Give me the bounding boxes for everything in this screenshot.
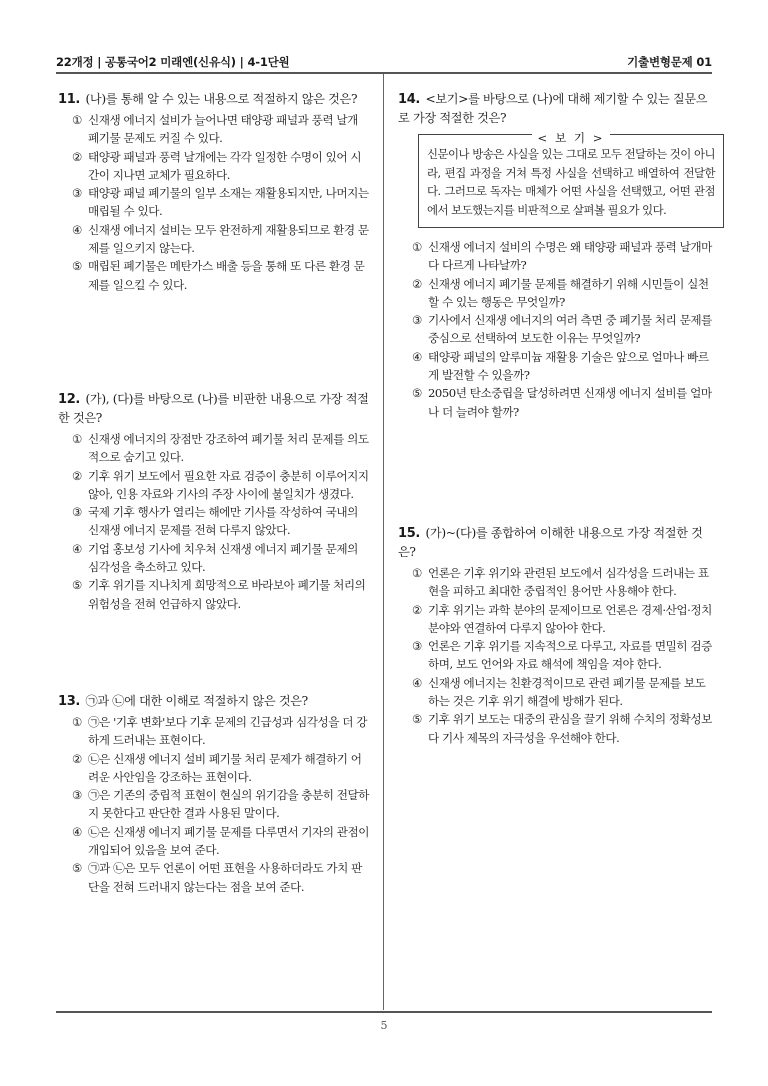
question-stem [58,390,370,428]
choice-5[interactable]: ⑤ 기후 위기 보도는 대중의 관심을 끌기 위해 수치의 정확성보다 기사 제목의 자극성을 우선해야 한다. [412,712,712,745]
choice-1[interactable]: ① 언론은 기후 위기와 관련된 보도에서 심각성을 드러내는 표현을 피하고 최대한 중립적인 용어만 사용해야 한다. [412,566,709,599]
question-12 [58,390,370,613]
choice-5[interactable]: ⑤ 2050년 탄소중립을 달성하려면 신재생 에너지 설비를 얼마나 더 늘려야 할까? [412,386,712,419]
page-number: 5 [380,1019,388,1032]
question-text: (가), (다)를 바탕으로 (나)를 비판한 내용으로 가장 적절한 것은? [58,392,369,425]
choice-2[interactable]: ② ㉡은 신재생 에너지 설비 폐기물 처리 문제가 해결하기 어려운 사안임을 강조하는 표현이다. [72,751,362,784]
choice-4[interactable]: ④ 신재생 에너지는 친환경적이므로 관련 폐기물 문제를 보도하는 것은 기후 위기 해결에 방해가 된다. [412,675,706,709]
question-number: 11. [58,92,80,107]
choice-list [58,713,370,896]
column-divider [383,74,384,1010]
question-text: (나)를 통해 알 수 있는 내용으로 적절하지 않은 것은? [85,92,358,106]
choice-1[interactable]: ① 신재생 에너지 설비가 늘어나면 태양광 패널과 풍력 날개 폐기물 문제도 커질 수 있다. [72,113,358,146]
question-11 [58,90,370,294]
question-stem [58,692,370,711]
question-number: 12. [58,392,80,407]
header-unit-info: 22개정 | 공통국어2 미래엔(신유식) | 4-1단원 [56,55,290,69]
choice-1[interactable]: ① 신재생 에너지의 장점만 강조하여 폐기물 처리 문제를 의도적으로 숨기고 있다. [72,432,369,465]
bogi-box [418,131,724,228]
choice-2[interactable]: ② 기후 위기는 과학 분야의 문제이므로 언론은 경제·산업·정치 분야와 연결하여 다루지 않아야 한다. [412,602,712,635]
choice-list [58,430,370,613]
question-number: 14. [398,92,420,107]
question-stem [58,90,370,109]
footer-rule [56,1011,712,1013]
choice-3[interactable]: ③ 태양광 패널 폐기물의 일부 소재는 재활용되지만, 나머지는 매립될 수 있다. [72,186,369,219]
choice-5[interactable]: ⑤ ㉠과 ㉡은 모두 언론이 어떤 표현을 사용하더라도 가치 판단을 전혀 드러내지 않는다는 점을 보여 준다. [72,861,362,894]
choice-3[interactable]: ③ 국제 기후 행사가 열리는 해에만 기사를 작성하여 국내의 신재생 에너지 문제를 전혀 다루지 않았다. [72,505,358,538]
choice-1[interactable]: ① 신재생 에너지 설비의 수명은 왜 태양광 패널과 풍력 날개마다 다르게 나타날까? [412,240,712,273]
choice-2[interactable]: ② 기후 위기 보도에서 필요한 자료 검증이 충분히 이루어지지 않아, 인용 자료와 기사의 주장 사이에 불일치가 생겼다. [72,468,369,501]
choice-4[interactable]: ④ ㉡은 신재생 에너지 폐기물 문제를 다루면서 기자의 관점이 개입되어 있음을 보여 준다. [72,824,370,858]
header-rule [56,72,712,74]
question-15 [398,524,712,747]
bogi-text: 신문이나 방송은 사실을 있는 그대로 모두 전달하는 것이 아니라, 편집 과정을 거쳐 특정 사실을 선택하고 배열하여 전달한다. 그러므로 독자는 매체가 어떤 사실을 선택했고, 어떤 관점에서 보도했는지를 비판적으로 살펴볼 필요가 있다. [427,147,715,217]
choice-5[interactable]: ⑤ 매립된 폐기물은 메탄가스 배출 등을 통해 또 다른 환경 문제를 일으킬 수 있다. [72,259,365,292]
choice-4[interactable]: ④ 기업 홍보성 기사에 치우쳐 신재생 에너지 폐기물 문제의 심각성을 축소하고 있다. [72,541,358,575]
choice-list [398,238,712,421]
question-text: <보기>를 바탕으로 (나)에 대해 제기할 수 있는 질문으로 가장 적절한 것은? [398,92,708,125]
choice-2[interactable]: ② 신재생 에너지 폐기물 문제를 해결하기 위해 시민들이 실천할 수 있는 행동은 무엇일까? [412,276,709,309]
question-text: ㉠과 ㉡에 대한 이해로 적절하지 않은 것은? [85,694,308,708]
choice-3[interactable]: ③ 기사에서 신재생 에너지의 여러 측면 중 폐기물 처리 문제를 중심으로 선택하여 보도한 이유는 무엇일까? [412,313,712,346]
choice-4[interactable]: ④ 태양광 패널의 알루미늄 재활용 기술은 앞으로 얼마나 빠르게 발전할 수 있을까? [412,349,709,383]
choice-5[interactable]: ⑤ 기후 위기를 지나치게 희망적으로 바라보아 폐기물 처리의 위험성을 전혀 언급하지 않았다. [72,578,366,611]
question-stem [398,524,712,562]
header-worksheet-title: 기출변형문제 01 [627,55,712,69]
choice-list [58,111,370,294]
question-text: (가)~(다)를 종합하여 이해한 내용으로 가장 적절한 것은? [398,526,703,559]
choice-list [398,564,712,747]
bogi-label: < 보 기 > [532,131,611,145]
choice-1[interactable]: ① ㉠은 '기후 변화'보다 기후 문제의 긴급성과 심각성을 더 강하게 드러내는 표현이다. [72,715,367,748]
question-stem [398,90,712,128]
choice-2[interactable]: ② 태양광 패널과 풍력 날개에는 각각 일정한 수명이 있어 시간이 지나면 교체가 필요하다. [72,149,362,182]
choice-3[interactable]: ③ 언론은 기후 위기를 지속적으로 다루고, 자료를 면밀히 검증하며, 보도 언어와 자료 해석에 책임을 져야 한다. [412,639,712,672]
question-number: 15. [398,526,420,541]
choice-3[interactable]: ③ ㉠은 기존의 중립적 표현이 현실의 위기감을 충분히 전달하지 못한다고 판단한 결과 사용된 말이다. [72,788,370,821]
choice-4[interactable]: ④ 신재생 에너지 설비는 모두 완전하게 재활용되므로 환경 문제를 일으키지 않는다. [72,222,369,256]
question-13 [58,692,370,896]
question-14 [398,90,715,421]
question-number: 13. [58,694,80,709]
